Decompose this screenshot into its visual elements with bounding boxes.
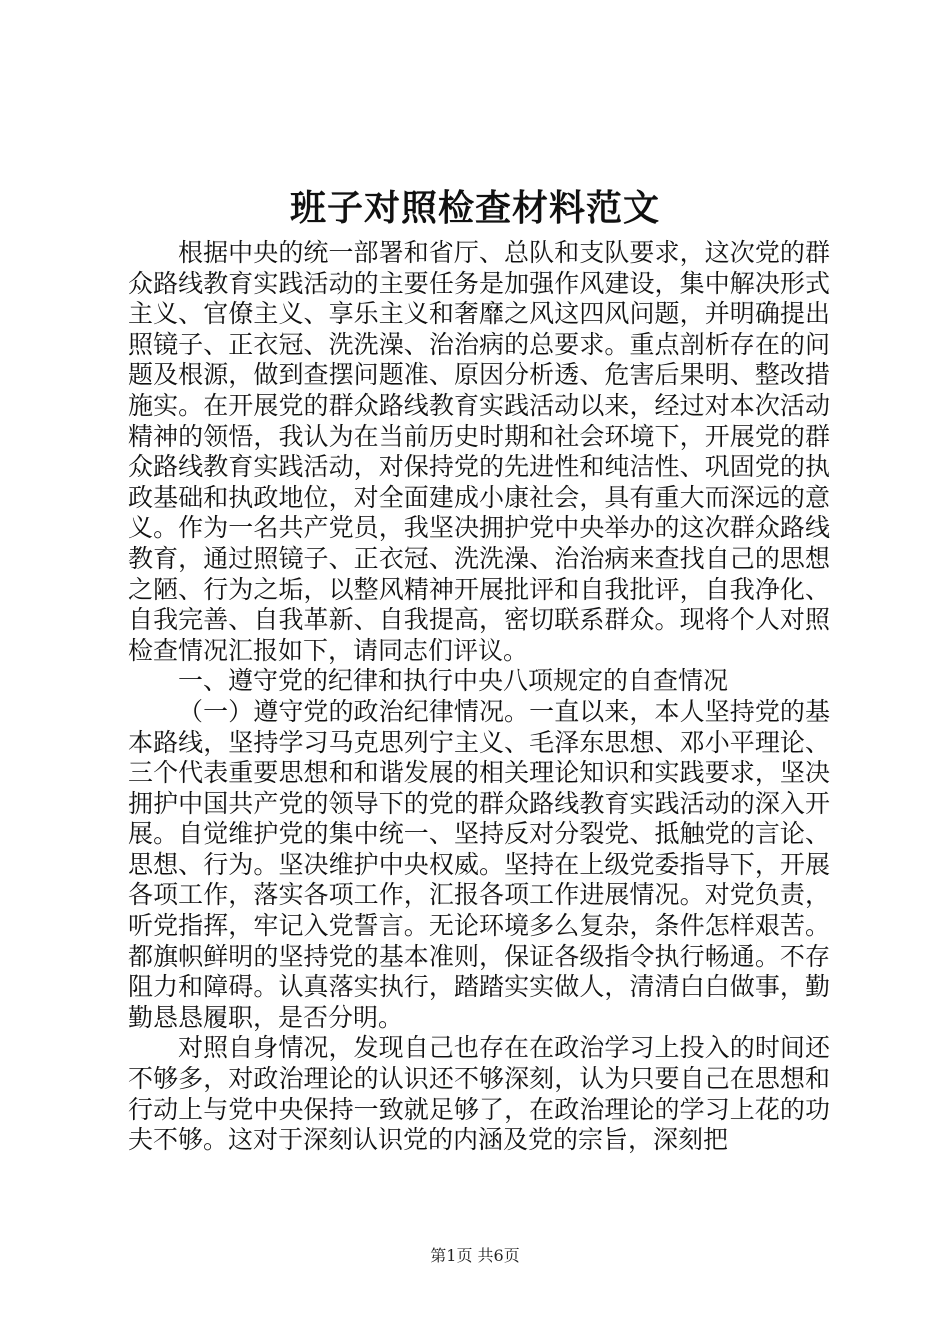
- paragraph-intro: 根据中央的统一部署和省厅、总队和支队要求，这次党的群众路线教育实践活动的主要任务是加强作风建设，集中解决形式主义、官僚主义、享乐主义和奢靡之风这四风问题，并明确提出照镜子、正衣冠、洗洗澡、治治病的总要求。重点剖析存在的问题及根源，做到查摆问题准、原因分析透、危害后果明、整改措施实。在开展党的群众路线教育实践活动以来，经过对本次活动精神的领悟，我认为在当前历史时期和社会环境下，开展党的群众路线教育实践活动，对保持党的先进性和纯洁性、巩固党的执政基础和执政地位，对全面建成小康社会，具有重大而深远的意义。作为一名共产党员，我坚决拥护党中央举办的这次群众路线教育，通过照镜子、正衣冠、洗洗澡、治治病来查找自己的思想之陋、行为之垢，以整风精神开展批评和自我批评，自我净化、自我完善、自我革新、自我提高，密切联系群众。现将个人对照检查情况汇报如下，请同志们评议。: [128, 238, 830, 665]
- section-heading: 一、遵守党的纪律和执行中央八项规定的自查情况: [178, 666, 729, 696]
- paragraph-political-discipline: （一）遵守党的政治纪律情况。一直以来，本人坚持党的基本路线，坚持学习马克思列宁主义、毛泽东思想、邓小平理论、三个代表重要思想和和谐发展的相关理论知识和实践要求，坚决拥护中国共产党的领导下的党的群众路线教育实践活动的深入开展。自觉维护党的集中统一、坚持反对分裂党、抵触党的言论、思想、行为。坚决维护中央权威。坚持在上级党委指导下，开展各项工作，落实各项工作，汇报各项工作进展情况。对党负责，听党指挥，牢记入党誓言。无论环境多么复杂，条件怎样艰苦。都旗帜鲜明的坚持党的基本准则，保证各级指令执行畅通。不存阻力和障碍。认真落实执行，踏踏实实做人，清清白白做事，勤勤恳恳履职，是否分明。: [128, 696, 830, 1032]
- paragraph-self-check: 对照自身情况，发现自己也存在在政治学习上投入的时间还不够多，对政治理论的认识还不够深刻，认为只要自己在思想和行动上与党中央保持一致就足够了，在政治理论的学习上花的功夫不够。这对于深刻认识党的内涵及党的宗旨，深刻把: [128, 1033, 830, 1155]
- document-title: 班子对照检查材料范文: [289, 187, 660, 229]
- document-body: [128, 238, 830, 1156]
- page-footer: 第1页 共6页: [430, 1246, 520, 1265]
